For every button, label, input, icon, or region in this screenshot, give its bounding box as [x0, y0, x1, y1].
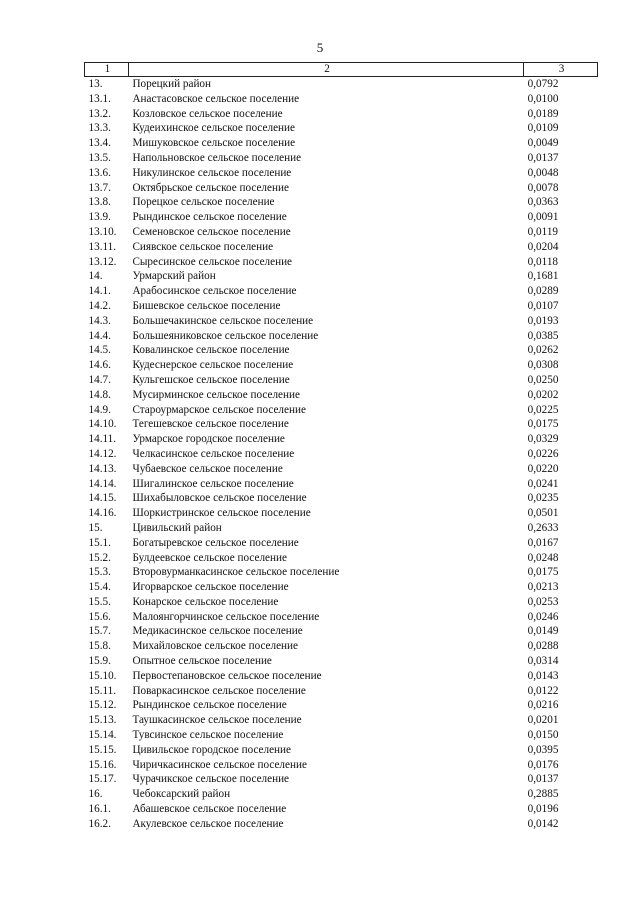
table-row: [85, 521, 598, 536]
row-number: 15.: [88, 521, 103, 534]
row-number: 15.1.: [88, 536, 111, 549]
header-row: [85, 63, 598, 77]
municipality-name: Урмарское городское поселение: [132, 433, 285, 446]
municipality-name: Чубаевское сельское поселение: [132, 462, 283, 475]
municipality-name: Таушкасинское сельское поселение: [132, 714, 302, 727]
municipality-name: Кульгешское сельское поселение: [132, 373, 290, 386]
municipality-name: Арабосинское сельское поселение: [132, 285, 297, 298]
table-row: [85, 92, 598, 107]
row-number: 13.6.: [88, 166, 111, 179]
row-number: 15.13.: [88, 714, 117, 727]
municipality-name: Первостепановское сельское поселение: [132, 669, 322, 682]
row-number: 14.9.: [88, 403, 111, 416]
municipality-name: Игорварское сельское поселение: [132, 581, 289, 594]
row-number: 13.11.: [88, 240, 117, 253]
table-row: [85, 817, 598, 832]
coefficient-value: 0,0363: [527, 196, 559, 209]
row-number: 15.9.: [88, 655, 111, 668]
coefficient-value: 0,0193: [527, 314, 559, 327]
coefficient-value: 0,0250: [527, 373, 559, 386]
table-row: [85, 698, 598, 713]
municipality-name: Анастасовское сельское поселение: [132, 92, 300, 105]
coefficient-value: 0,0246: [527, 610, 559, 623]
row-number: 15.8.: [88, 640, 111, 653]
municipality-name: Староурмарское сельское поселение: [132, 403, 306, 416]
row-number: 13.10.: [88, 225, 117, 238]
table-row: [85, 225, 598, 240]
table-row: [85, 77, 598, 92]
municipality-name: Октябрьское сельское поселение: [132, 181, 289, 194]
row-number: 14.4.: [88, 329, 111, 342]
municipality-name: Напольновское сельское поселение: [132, 151, 302, 164]
municipality-name: Большечакинское сельское поселение: [132, 314, 314, 327]
table-row: [85, 447, 598, 462]
row-number: 13.7.: [88, 181, 111, 194]
row-number: 14.: [88, 270, 103, 283]
municipality-name: Урмарский район: [132, 270, 216, 283]
coefficient-value: 0,0288: [527, 640, 559, 653]
coefficient-value: 0,0501: [527, 507, 559, 520]
coefficient-value: 0,0314: [527, 655, 559, 668]
coefficient-value: 0,0204: [527, 240, 559, 253]
table-row: [85, 787, 598, 802]
row-number: 15.3.: [88, 566, 111, 579]
municipality-name: Михайловское сельское поселение: [132, 640, 298, 653]
table-row: [85, 506, 598, 521]
table-row: [85, 166, 598, 181]
municipality-name: Ковалинское сельское поселение: [132, 344, 290, 357]
row-number: 13.1.: [88, 92, 111, 105]
table-body: [85, 77, 598, 832]
coefficient-value: 0,0235: [527, 492, 559, 505]
municipality-name: Абашевское сельское поселение: [132, 803, 287, 816]
table-row: [85, 269, 598, 284]
row-number: 15.7.: [88, 625, 111, 638]
coefficient-value: 0,0196: [527, 803, 559, 816]
table-row: [85, 462, 598, 477]
municipality-name: Рындинское сельское поселение: [132, 211, 287, 224]
row-number: 15.12.: [88, 699, 117, 712]
coefficient-value: 0,2633: [527, 521, 559, 534]
distribution-table: [84, 62, 598, 832]
coefficient-value: 0,0078: [527, 181, 559, 194]
row-number: 15.2.: [88, 551, 111, 564]
table-row: [85, 181, 598, 196]
municipality-name: Большеяниковское сельское поселение: [132, 329, 319, 342]
table-row: [85, 595, 598, 610]
coefficient-value: 0,0048: [527, 166, 559, 179]
coefficient-value: 0,0385: [527, 329, 559, 342]
row-number: 15.14.: [88, 729, 117, 742]
coefficient-value: 0,0118: [527, 255, 559, 268]
municipality-name: Медикасинское сельское поселение: [132, 625, 303, 638]
municipality-name: Кудеснерское сельское поселение: [132, 359, 294, 372]
row-number: 14.7.: [88, 373, 111, 386]
coefficient-value: 0,0189: [527, 107, 559, 120]
coefficient-value: 0,0253: [527, 595, 559, 608]
table-row: [85, 358, 598, 373]
table-row: [85, 713, 598, 728]
municipality-name: Чебоксарский район: [132, 788, 231, 801]
municipality-name: Булдеевское сельское поселение: [132, 551, 287, 564]
coefficient-value: 0,0175: [527, 418, 559, 431]
coefficient-value: 0,0142: [527, 817, 559, 830]
row-number: 14.2.: [88, 299, 111, 312]
row-number: 13.12.: [88, 255, 117, 268]
coefficient-value: 0,0220: [527, 462, 559, 475]
municipality-name: Богатыревское сельское поселение: [132, 536, 299, 549]
municipality-name: Порецкое сельское поселение: [132, 196, 275, 209]
coefficient-value: 0,0150: [527, 729, 559, 742]
municipality-name: Акулевское сельское поселение: [132, 817, 284, 830]
table-row: [85, 565, 598, 580]
row-number: 14.3.: [88, 314, 111, 327]
table-row: [85, 195, 598, 210]
coefficient-value: 0,0149: [527, 625, 559, 638]
table-row: [85, 255, 598, 270]
header-col-1: 1: [85, 63, 129, 77]
page-number: 5: [316, 40, 324, 55]
table-row: [85, 639, 598, 654]
municipality-name: Мишуковское сельское поселение: [132, 137, 296, 150]
row-number: 13.2.: [88, 107, 111, 120]
table-row: [85, 624, 598, 639]
municipality-name: Тегешевское сельское поселение: [132, 418, 289, 431]
coefficient-value: 0,0248: [527, 551, 559, 564]
coefficient-value: 0,0119: [527, 225, 559, 238]
coefficient-value: 0,0216: [527, 699, 559, 712]
coefficient-value: 0,0289: [527, 285, 559, 298]
municipality-name: Бишевское сельское поселение: [132, 299, 281, 312]
municipality-name: Сыресинское сельское поселение: [132, 255, 293, 268]
row-number: 14.16.: [88, 507, 117, 520]
table-row: [85, 417, 598, 432]
municipality-name: Кудеихинское сельское поселение: [132, 122, 295, 135]
row-number: 13.: [88, 78, 103, 90]
row-number: 16.: [88, 788, 103, 801]
coefficient-value: 0,0395: [527, 743, 559, 756]
row-number: 15.16.: [88, 758, 117, 771]
table-row: [85, 210, 598, 225]
table-row: [85, 669, 598, 684]
municipality-name: Семеновское сельское поселение: [132, 225, 291, 238]
municipality-name: Мусирминское сельское поселение: [132, 388, 300, 401]
coefficient-value: 0,2885: [527, 788, 559, 801]
coefficient-value: 0,0241: [527, 477, 559, 490]
row-number: 14.8.: [88, 388, 111, 401]
municipality-name: Никулинское сельское поселение: [132, 166, 292, 179]
coefficient-value: 0,0107: [527, 299, 559, 312]
table-row: [85, 299, 598, 314]
table-row: [85, 551, 598, 566]
table-row: [85, 802, 598, 817]
table-row: [85, 432, 598, 447]
municipality-name: Шихабыловское сельское поселение: [132, 492, 307, 505]
coefficient-value: 0,1681: [527, 270, 559, 283]
row-number: 15.11.: [88, 684, 117, 697]
municipality-name: Порецкий район: [132, 78, 212, 90]
coefficient-value: 0,0226: [527, 447, 559, 460]
coefficient-value: 0,0202: [527, 388, 559, 401]
coefficient-value: 0,0100: [527, 92, 559, 105]
coefficient-value: 0,0091: [527, 211, 559, 224]
row-number: 14.13.: [88, 462, 117, 475]
row-number: 14.11.: [88, 433, 117, 446]
coefficient-value: 0,0137: [527, 773, 559, 786]
municipality-name: Чурачикское сельское поселение: [132, 773, 290, 786]
table-row: [85, 121, 598, 136]
table-row: [85, 758, 598, 773]
table-row: [85, 610, 598, 625]
municipality-name: Поваркасинское сельское поселение: [132, 684, 306, 697]
table-row: [85, 388, 598, 403]
coefficient-value: 0,0137: [527, 151, 559, 164]
row-number: 15.5.: [88, 595, 111, 608]
municipality-name: Опытное сельское поселение: [132, 655, 272, 668]
table-row: [85, 536, 598, 551]
coefficient-value: 0,0213: [527, 581, 559, 594]
row-number: 14.15.: [88, 492, 117, 505]
row-number: 14.12.: [88, 447, 117, 460]
municipality-name: Чиричкасинское сельское поселение: [132, 758, 307, 771]
municipality-name: Цивильское городское поселение: [132, 743, 291, 756]
coefficient-value: 0,0308: [527, 359, 559, 372]
municipality-name: Сиявское сельское поселение: [132, 240, 274, 253]
coefficient-value: 0,0792: [527, 78, 559, 90]
table-row: [85, 654, 598, 669]
table-row: [85, 477, 598, 492]
table-row: [85, 284, 598, 299]
row-number: 16.1.: [88, 803, 111, 816]
row-number: 13.9.: [88, 211, 111, 224]
municipality-name: Рындинское сельское поселение: [132, 699, 287, 712]
table-row: [85, 580, 598, 595]
table-row: [85, 314, 598, 329]
coefficient-value: 0,0201: [527, 714, 559, 727]
coefficient-value: 0,0167: [527, 536, 559, 549]
coefficient-value: 0,0225: [527, 403, 559, 416]
table-row: [85, 329, 598, 344]
municipality-name: Тувсинское сельское поселение: [132, 729, 284, 742]
row-number: 13.4.: [88, 137, 111, 150]
coefficient-value: 0,0262: [527, 344, 559, 357]
table-header: [85, 63, 598, 77]
table-row: [85, 151, 598, 166]
coefficient-value: 0,0049: [527, 137, 559, 150]
table-row: [85, 343, 598, 358]
municipality-name: Челкасинское сельское поселение: [132, 447, 295, 460]
row-number: 13.3.: [88, 122, 111, 135]
row-number: 13.5.: [88, 151, 111, 164]
table-row: [85, 373, 598, 388]
row-number: 14.6.: [88, 359, 111, 372]
table-row: [85, 743, 598, 758]
header-col-2: 2: [128, 63, 523, 77]
row-number: 14.5.: [88, 344, 111, 357]
coefficient-value: 0,0122: [527, 684, 559, 697]
row-number: 14.14.: [88, 477, 117, 490]
coefficient-value: 0,0143: [527, 669, 559, 682]
table-row: [85, 491, 598, 506]
row-number: 15.6.: [88, 610, 111, 623]
row-number: 15.10.: [88, 669, 117, 682]
header-col-3: 3: [524, 63, 598, 77]
table-row: [85, 107, 598, 122]
row-number: 15.15.: [88, 743, 117, 756]
row-number: 15.4.: [88, 581, 111, 594]
municipality-name: Цивильский район: [132, 521, 222, 534]
table-row: [85, 684, 598, 699]
row-number: 15.17.: [88, 773, 117, 786]
coefficient-value: 0,0175: [527, 566, 559, 579]
coefficient-value: 0,0329: [527, 433, 559, 446]
municipality-name: Второвурманкасинское сельское поселение: [132, 566, 340, 579]
row-number: 14.1.: [88, 285, 111, 298]
table-row: [85, 728, 598, 743]
municipality-name: Конарское сельское поселение: [132, 595, 279, 608]
coefficient-value: 0,0109: [527, 122, 559, 135]
municipality-name: Шигалинское сельское поселение: [132, 477, 294, 490]
municipality-name: Малоянгорчинское сельское поселение: [132, 610, 320, 623]
row-number: 16.2.: [88, 817, 111, 830]
table-row: [85, 772, 598, 787]
municipality-name: Шоркистринское сельское поселение: [132, 507, 311, 520]
coefficient-value: 0,0176: [527, 758, 559, 771]
table-row: [85, 403, 598, 418]
municipality-name: Козловское сельское поселение: [132, 107, 283, 120]
table-row: [85, 240, 598, 255]
row-number: 14.10.: [88, 418, 117, 431]
row-number: 13.8.: [88, 196, 111, 209]
table-row: [85, 136, 598, 151]
